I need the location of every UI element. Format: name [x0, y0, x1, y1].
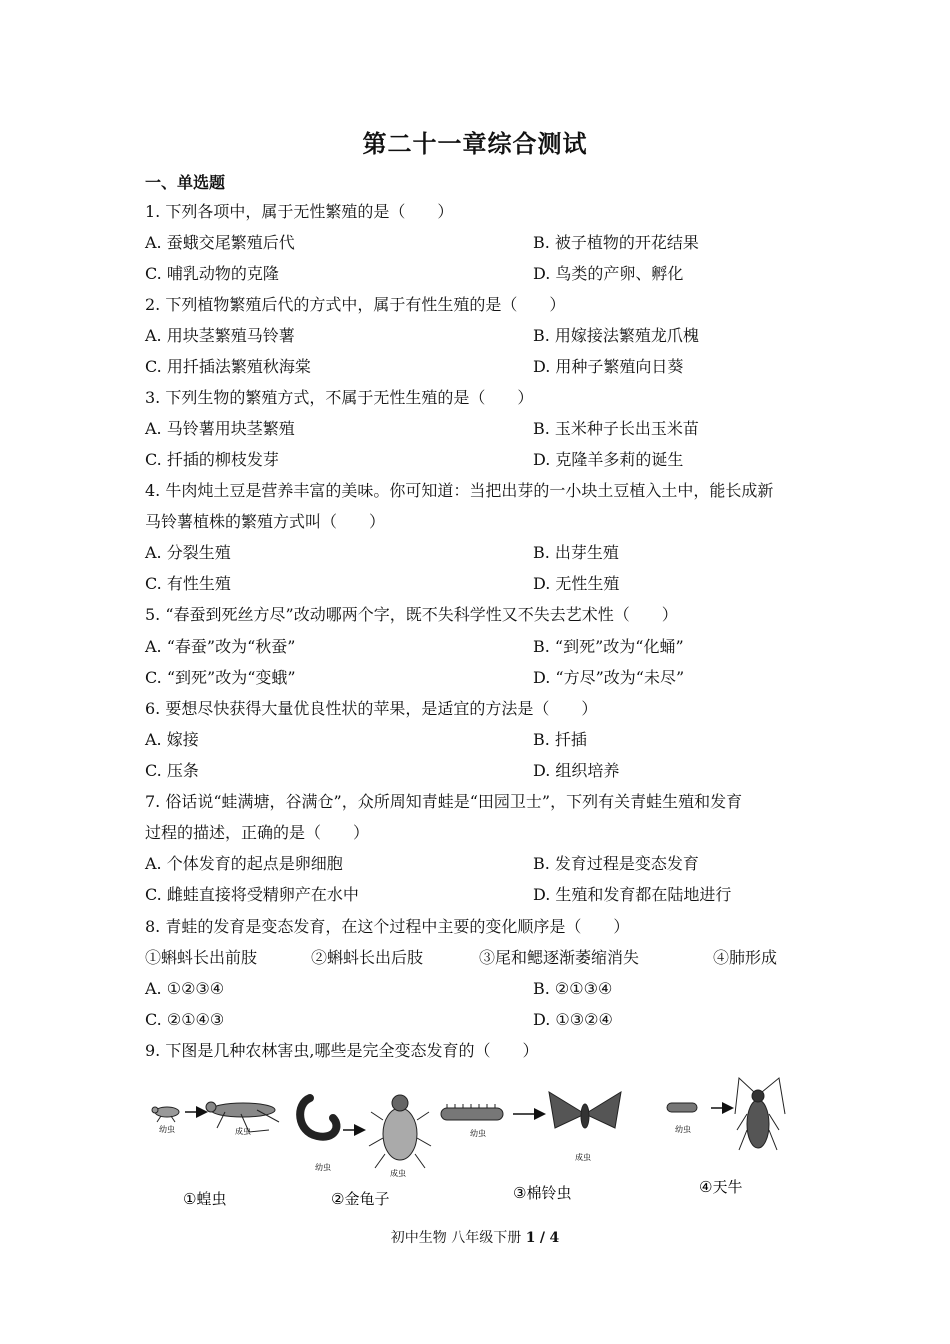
- q1-option-d: D. 鸟类的产卵、孵化: [533, 264, 684, 283]
- caption-longhorn: ④天牛: [699, 1178, 743, 1196]
- question-3-stem: 3. 下列生物的繁殖方式，不属于无性生殖的是（ ）: [145, 388, 534, 407]
- scarab-larva-label: 幼虫: [315, 1163, 331, 1172]
- q3-option-d: D. 克隆羊多莉的诞生: [533, 450, 684, 469]
- q1-option-c: C. 哺乳动物的克隆: [145, 264, 279, 283]
- longhorn-beetle-icon: [735, 1078, 785, 1150]
- q4-option-d: D. 无性生殖: [533, 574, 620, 593]
- locust-group: [152, 1102, 279, 1208]
- page-title: 第二十一章综合测试: [362, 129, 588, 158]
- page-number: 1: [525, 1230, 536, 1246]
- question-5-stem: 5. “春蚕到死丝方尽”改动哪两个字，既不失科学性又不失去艺术性（ ）: [145, 605, 678, 624]
- q7-option-d: D. 生殖和发育都在陆地进行: [533, 885, 732, 904]
- q5-option-a: A. “春蚕”改为“秋蚕”: [145, 637, 296, 656]
- q8-option-b: B. ②①③④: [533, 979, 613, 998]
- insect-development-figure: [145, 1070, 805, 1220]
- q3-option-c: C. 扦插的柳枝发芽: [145, 450, 279, 469]
- longhorn-larva-label: 幼虫: [675, 1125, 691, 1134]
- q2-option-b: B. 用嫁接法繁殖龙爪槐: [533, 326, 699, 345]
- q7-option-a: A. 个体发育的起点是卵细胞: [145, 854, 343, 873]
- locust-adult-label: 成虫: [235, 1127, 251, 1136]
- question-7-stem-line1: 7. 俗话说“蛙满塘，谷满仓”，众所周知青蛙是“田园卫士”，下列有关青蛙生殖和发育: [145, 792, 743, 811]
- section-heading: 一、单选题: [145, 173, 226, 192]
- question-4-stem-line2: 马铃薯植株的繁殖方式叫（ ）: [145, 512, 386, 531]
- q8-option-d: D. ①③②④: [533, 1010, 613, 1029]
- page-footer: [0, 1227, 950, 1247]
- q3-option-b: B. 玉米种子长出玉米苗: [533, 419, 699, 438]
- q7-option-b: B. 发育过程是变态发育: [533, 854, 699, 873]
- q7-option-c: C. 雌蛙直接将受精卵产在水中: [145, 885, 359, 904]
- page-separator: /: [539, 1230, 546, 1246]
- q2-option-d: D. 用种子繁殖向日葵: [533, 357, 684, 376]
- q8-sequence-3: ③尾和鳃逐渐萎缩消失: [479, 948, 640, 967]
- scarab-adult-label: 成虫: [390, 1169, 406, 1178]
- caption-bollworm: ③棉铃虫: [513, 1184, 572, 1202]
- q2-option-c: C. 用扦插法繁殖秋海棠: [145, 357, 311, 376]
- scarab-group: [300, 1095, 431, 1208]
- caterpillar-icon: [441, 1104, 503, 1120]
- question-7-stem-line2: 过程的描述，正确的是（ ）: [145, 823, 370, 842]
- grub-icon: [300, 1098, 336, 1137]
- page-total: 4: [549, 1230, 560, 1246]
- q4-option-a: A. 分裂生殖: [145, 543, 231, 562]
- q8-sequence-1: ①蝌蚪长出前肢: [145, 948, 258, 967]
- q8-option-a: A. ①②③④: [145, 979, 225, 998]
- q8-sequence-4: ④肺形成: [713, 948, 778, 967]
- caption-scarab: ②金龟子: [331, 1190, 390, 1208]
- q2-option-a: A. 用块茎繁殖马铃薯: [145, 326, 295, 345]
- bollworm-adult-label: 成虫: [575, 1153, 591, 1162]
- question-9-stem: 9. 下图是几种农林害虫,哪些是完全变态发育的（ ）: [145, 1041, 539, 1060]
- q8-option-c: C. ②①④③: [145, 1010, 225, 1029]
- locust-larva-label: 幼虫: [159, 1125, 175, 1134]
- question-8-stem: 8. 青蛙的发育是变态发育，在这个过程中主要的变化顺序是（ ）: [145, 917, 630, 936]
- q6-option-a: A. 嫁接: [145, 730, 199, 749]
- q4-option-c: C. 有性生殖: [145, 574, 231, 593]
- q4-option-b: B. 出芽生殖: [533, 543, 619, 562]
- question-2-stem: 2. 下列植物繁殖后代的方式中，属于有性生殖的是（ ）: [145, 295, 566, 314]
- moth-icon: [549, 1092, 621, 1128]
- footer-text: 初中生物 八年级下册: [390, 1230, 522, 1246]
- bollworm-larva-label: 幼虫: [470, 1129, 486, 1138]
- q6-option-d: D. 组织培养: [533, 761, 620, 780]
- question-4-stem-line1: 4. 牛肉炖土豆是营养丰富的美味。你可知道：当把出芽的一小块土豆植入土中，能长成新: [145, 481, 774, 500]
- bollworm-group: [441, 1092, 621, 1202]
- q6-option-b: B. 扦插: [533, 730, 587, 749]
- longhorn-group: [667, 1078, 785, 1196]
- q1-option-a: A. 蚕蛾交尾繁殖后代: [145, 233, 295, 252]
- q3-option-a: A. 马铃薯用块茎繁殖: [145, 419, 295, 438]
- q8-sequence-2: ②蝌蚪长出后肢: [311, 948, 424, 967]
- q5-option-b: B. “到死”改为“化蛹”: [533, 637, 684, 656]
- caption-locust: ①蝗虫: [183, 1190, 227, 1208]
- q5-option-d: D. “方尽”改为“未尽”: [533, 668, 685, 687]
- scarab-beetle-icon: [369, 1095, 431, 1168]
- locust-nymph-icon: [152, 1107, 179, 1122]
- q5-option-c: C. “到死”改为“变蛾”: [145, 668, 296, 687]
- q6-option-c: C. 压条: [145, 761, 199, 780]
- question-6-stem: 6. 要想尽快获得大量优良性状的苹果，是适宜的方法是（ ）: [145, 699, 598, 718]
- question-1-stem: 1. 下列各项中，属于无性繁殖的是（ ）: [145, 202, 454, 221]
- q1-option-b: B. 被子植物的开花结果: [533, 233, 699, 252]
- longhorn-larva-icon: [667, 1103, 697, 1112]
